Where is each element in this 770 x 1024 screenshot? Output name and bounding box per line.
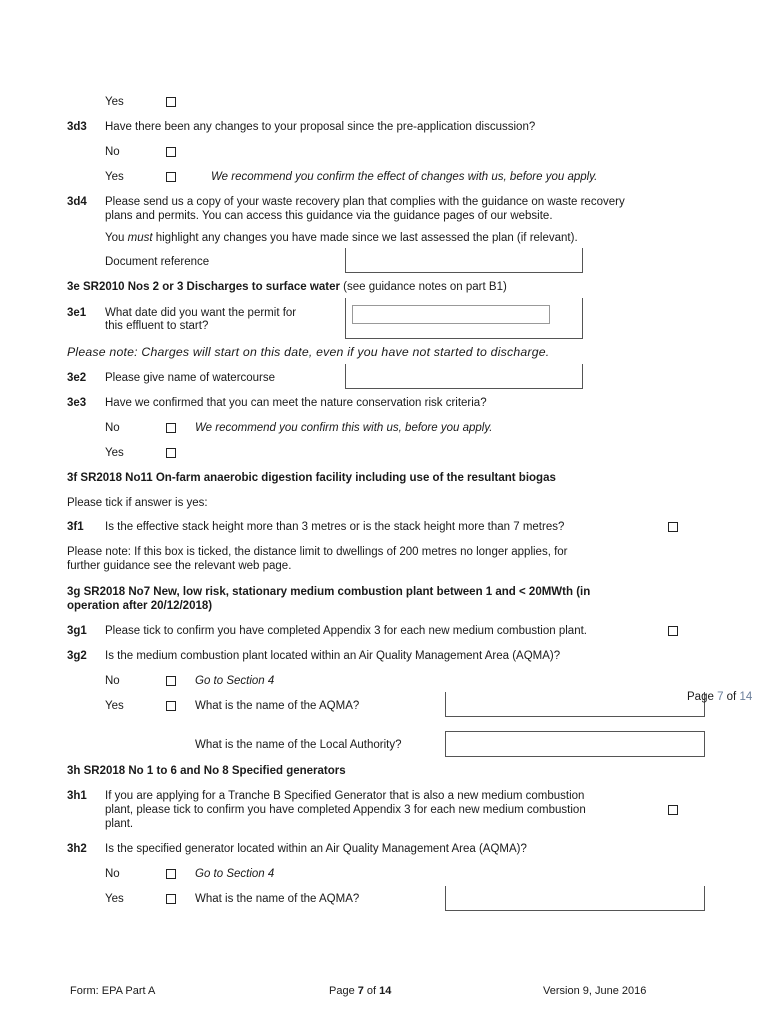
question-text: Have there been any changes to your proposal since the pre-application discussion? bbox=[105, 121, 536, 133]
section-heading-3e: 3e SR2010 Nos 2 or 3 Discharges to surface water (see guidance notes on part B1) bbox=[67, 281, 507, 293]
question-text-line1: Please send us a copy of your waste recovery plan that complies with the guidance on waste recovery bbox=[105, 196, 625, 208]
checkbox-no[interactable] bbox=[166, 869, 176, 879]
start-date-field[interactable] bbox=[352, 305, 550, 324]
footer-page: Page 7 of 14 bbox=[329, 985, 392, 997]
question-number: 3d4 bbox=[67, 196, 87, 208]
footer-version: Version 9, June 2016 bbox=[543, 985, 647, 997]
checkbox-tranche-b[interactable] bbox=[668, 805, 678, 815]
charges-note: Please note: Charges will start on this date, even if you have not started to discharge. bbox=[67, 345, 550, 359]
checkbox-stack-height[interactable] bbox=[668, 522, 678, 532]
question-text: Please give name of watercourse bbox=[105, 372, 276, 384]
question-number: 3g1 bbox=[67, 625, 87, 637]
goto-section-4: Go to Section 4 bbox=[195, 675, 275, 687]
document-reference-field[interactable] bbox=[345, 248, 583, 273]
local-authority-field[interactable] bbox=[445, 731, 705, 757]
checkbox-yes[interactable] bbox=[166, 172, 176, 182]
option-no-label: No bbox=[105, 675, 120, 687]
footer-form: Form: EPA Part A bbox=[70, 985, 156, 997]
option-no-label: No bbox=[105, 422, 120, 434]
goto-section-4: Go to Section 4 bbox=[195, 868, 275, 880]
section-heading-3g-line2: operation after 20/12/2018) bbox=[67, 600, 213, 612]
note-line2: further guidance see the relevant web page. bbox=[67, 560, 292, 572]
option-yes-label: Yes bbox=[105, 171, 124, 183]
question-number: 3f1 bbox=[67, 521, 84, 533]
question-number: 3e1 bbox=[67, 307, 87, 319]
section-heading-3f: 3f SR2018 No11 On-farm anaerobic digestion facility including use of the resultant biogas bbox=[67, 472, 556, 484]
question-number: 3d3 bbox=[67, 121, 87, 133]
must-highlight-text: You must highlight any changes you have made since we last assessed the plan (if relevant). bbox=[105, 232, 578, 244]
question-text-line3: plant. bbox=[105, 818, 134, 830]
aqma-name-label: What is the name of the AQMA? bbox=[195, 893, 360, 905]
option-yes-label: Yes bbox=[105, 893, 124, 905]
question-number: 3e2 bbox=[67, 372, 87, 384]
question-text: Please tick to confirm you have completed Appendix 3 for each new medium combustion plant. bbox=[105, 625, 587, 637]
option-yes-label: Yes bbox=[105, 700, 124, 712]
question-text: Is the specified generator located within an Air Quality Management Area (AQMA)? bbox=[105, 843, 527, 855]
question-text-line2: plans and permits. You can access this guidance via the guidance pages of our website. bbox=[105, 210, 553, 222]
checkbox-yes[interactable] bbox=[166, 97, 176, 107]
checkbox-yes[interactable] bbox=[166, 701, 176, 711]
page-number-overlay: Page 7 of 14 bbox=[687, 691, 753, 703]
checkbox-yes[interactable] bbox=[166, 448, 176, 458]
question-number: 3e3 bbox=[67, 397, 87, 409]
question-text-line1: What date did you want the permit for bbox=[105, 307, 297, 319]
option-yes-label: Yes bbox=[105, 447, 124, 459]
option-no-label: No bbox=[105, 868, 120, 880]
checkbox-no[interactable] bbox=[166, 676, 176, 686]
question-text: Is the effective stack height more than 3 metres or is the stack height more than 7 metres? bbox=[105, 521, 565, 533]
question-text: Have we confirmed that you can meet the nature conservation risk criteria? bbox=[105, 397, 487, 409]
question-number: 3h2 bbox=[67, 843, 87, 855]
checkbox-appendix3[interactable] bbox=[668, 626, 678, 636]
aqma-name-field[interactable] bbox=[445, 692, 705, 717]
question-text-line2: plant, please tick to confirm you have completed Appendix 3 for each new medium combustion bbox=[105, 804, 586, 816]
aqma-name-label: What is the name of the AQMA? bbox=[195, 700, 360, 712]
must-emphasis: must bbox=[127, 232, 153, 244]
question-number: 3g2 bbox=[67, 650, 87, 662]
checkbox-no[interactable] bbox=[166, 423, 176, 433]
section-heading-3g-line1: 3g SR2018 No7 New, low risk, stationary medium combustion plant between 1 and < 20MWth (in bbox=[67, 586, 591, 598]
question-text: Is the medium combustion plant located within an Air Quality Management Area (AQMA)? bbox=[105, 650, 561, 662]
question-text-line1: If you are applying for a Tranche B Specified Generator that is also a new medium combustion bbox=[105, 790, 585, 802]
question-number: 3h1 bbox=[67, 790, 87, 802]
section-heading-3h: 3h SR2018 No 1 to 6 and No 8 Specified generators bbox=[67, 765, 346, 777]
note-line1: Please note: If this box is ticked, the distance limit to dwellings of 200 metres no longer applies, for bbox=[67, 546, 568, 558]
option-yes-label: Yes bbox=[105, 96, 124, 108]
recommendation-text: We recommend you confirm the effect of changes with us, before you apply. bbox=[211, 171, 598, 183]
checkbox-no[interactable] bbox=[166, 147, 176, 157]
watercourse-name-field[interactable] bbox=[345, 364, 583, 389]
tick-instruction: Please tick if answer is yes: bbox=[67, 497, 208, 509]
checkbox-yes[interactable] bbox=[166, 894, 176, 904]
option-no-label: No bbox=[105, 146, 120, 158]
aqma-name-field[interactable] bbox=[445, 886, 705, 911]
local-authority-label: What is the name of the Local Authority? bbox=[195, 739, 402, 751]
document-reference-label: Document reference bbox=[105, 256, 210, 268]
question-text-line2: this effluent to start? bbox=[105, 320, 209, 332]
recommendation-text: We recommend you confirm this with us, before you apply. bbox=[195, 422, 493, 434]
